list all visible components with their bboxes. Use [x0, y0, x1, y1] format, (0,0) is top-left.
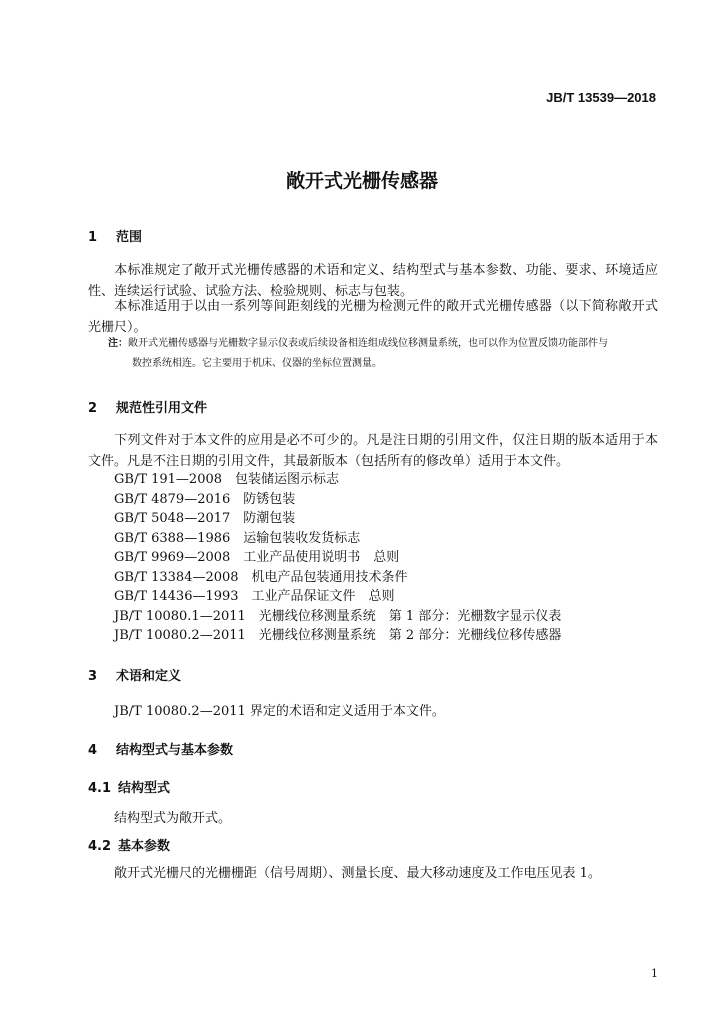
subsection-title: 基本参数 [118, 839, 171, 854]
subsection-4-2-heading [88, 835, 170, 854]
structure-type-paragraph: 结构型式为敞开式。 [114, 811, 232, 826]
paragraph-text: 本标准适用于以由一系列等间距刻线的光栅为检测元件的敞开式光栅传感器（以下简称敞开式光栅尺）。 [88, 299, 658, 335]
section-4-heading [88, 739, 233, 758]
reference-item: GB/T 13384—2008 机电产品包装通用技术条件 [114, 569, 408, 585]
reference-item: JB/T 10080.2—2011 光栅线位移测量系统 第 2 部分：光栅线位移传感器 [114, 628, 562, 643]
paragraph-text: 本标准规定了敞开式光栅传感器的术语和定义、结构型式与基本参数、功能、要求、环境适应性、连续运行试验、试验方法、检验规则、标志与包装。 [88, 263, 658, 299]
subsection-title: 结构型式 [118, 781, 171, 796]
note-label: 注： [108, 338, 128, 349]
scope-paragraph-2 [88, 296, 658, 338]
reference-item: GB/T 4879—2016 防锈包装 [114, 491, 296, 507]
section-number: 1 [88, 230, 98, 245]
section-title: 范围 [116, 230, 143, 245]
section-3-heading [88, 665, 181, 684]
normative-intro [88, 430, 658, 472]
reference-item: GB/T 14436—1993 工业产品保证文件 总则 [114, 589, 395, 604]
section-title: 结构型式与基本参数 [116, 743, 234, 758]
reference-item: GB/T 9969—2008 工业产品使用说明书 总则 [114, 550, 400, 565]
section-1-heading [88, 226, 142, 245]
section-2-heading [88, 397, 207, 416]
section-title: 术语和定义 [116, 669, 182, 684]
section-number: 4 [88, 743, 98, 758]
section-title: 规范性引用文件 [116, 401, 208, 416]
section-number: 2 [88, 401, 98, 416]
terms-paragraph: JB/T 10080.2—2011 界定的术语和定义适用于本文件。 [114, 704, 445, 719]
reference-item: GB/T 5048—2017 防潮包装 [114, 511, 296, 526]
subsection-4-1-heading [88, 777, 170, 796]
basic-parameters-paragraph: 敞开式光栅尺的光栅栅距（信号周期）、测量长度、最大移动速度及工作电压见表 1。 [114, 866, 601, 881]
reference-item: JB/T 10080.1—2011 光栅线位移测量系统 第 1 部分：光栅数字显示仪表 [114, 608, 562, 624]
paragraph-text: 下列文件对于本文件的应用是必不可少的。凡是注日期的引用文件，仅注日期的版本适用于本文件。凡是不注日期的引用文件，其最新版本（包括所有的修改单）适用于本文件。 [88, 433, 658, 469]
page-number: 1 [651, 967, 658, 980]
scope-note [108, 334, 660, 374]
reference-item: GB/T 6388—1986 运输包装收发货标志 [114, 530, 361, 546]
note-line-1: 敞开式光栅传感器与光栅数字显示仪表或后续设备相连组成线位移测量系统，也可以作为位置反馈功能部件与 [128, 338, 608, 349]
reference-list [114, 470, 561, 646]
section-number: 3 [88, 669, 98, 684]
subsection-number: 4.1 [88, 781, 112, 796]
document-title: 敞开式光栅传感器 [285, 170, 438, 192]
subsection-number: 4.2 [88, 839, 112, 854]
reference-item: GB/T 191—2008 包装储运图示标志 [114, 472, 340, 487]
note-line-2: 数控系统相连。它主要用于机床、仪器的坐标位置测量。 [132, 358, 382, 369]
standard-code: JB/T 13539—2018 [546, 90, 656, 105]
